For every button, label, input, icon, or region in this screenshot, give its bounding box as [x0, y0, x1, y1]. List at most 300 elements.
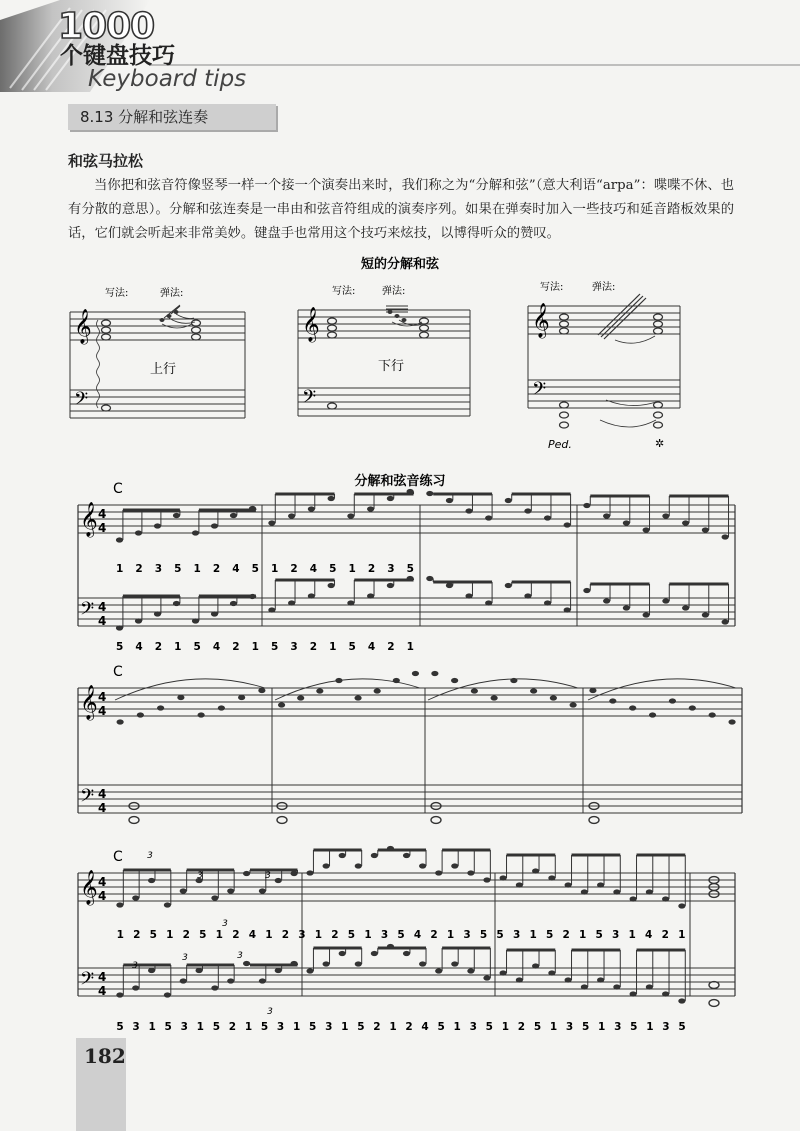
fingering-number: 2	[133, 929, 141, 941]
note	[465, 593, 472, 598]
note	[544, 600, 551, 605]
fingering-number: 3	[512, 929, 521, 941]
note	[347, 513, 354, 518]
note	[403, 853, 410, 858]
fingering-number: 5	[212, 1021, 221, 1033]
note	[288, 513, 295, 518]
note	[259, 978, 266, 983]
fingering-number: 2	[517, 1021, 526, 1033]
fingering-number: 5	[479, 929, 488, 941]
note	[230, 601, 237, 606]
fingering-number: 3	[180, 1021, 188, 1033]
fingering-number: 1	[329, 641, 337, 653]
fingering-number: 2	[228, 1021, 237, 1033]
triplet-mark: 3	[147, 851, 153, 861]
note	[471, 688, 478, 693]
fingering-number: 5	[533, 1021, 542, 1033]
fingering-number: 2	[387, 641, 395, 653]
bass-clef-icon: 𝄢	[302, 387, 317, 412]
body-paragraph: 当你把和弦音符像竖琴一样一个接一个演奏出来时，我们称之为“分解和弦”（意大利语“arpa”：喋喋不休、也有分散的意思）。分解和弦连奏是一串由和弦音符组成的演奏序列。如果在弹奏时加入一些技巧和延音踏板效果的话，它们就会听起来非常美妙。键盘手也常用这个技巧来炫技，以博得听众的赞叹。	[68, 178, 734, 241]
note	[728, 719, 735, 724]
section-title: 8.13 分解和弦连奏	[68, 104, 276, 130]
fingering-number: 5	[271, 641, 279, 653]
note	[211, 523, 218, 528]
note	[306, 968, 313, 973]
note	[195, 968, 202, 973]
written-label: 写法:	[540, 282, 564, 293]
time-signature: 4	[98, 787, 107, 801]
note	[483, 975, 490, 980]
fingering-number: 1	[244, 1021, 253, 1033]
note	[597, 977, 604, 982]
note	[148, 878, 155, 883]
note	[230, 513, 237, 518]
fingering-number: 1	[271, 563, 279, 575]
note	[164, 902, 171, 907]
note	[682, 605, 689, 610]
fingering-number: 1	[193, 563, 201, 575]
note	[243, 871, 250, 876]
note	[524, 593, 531, 598]
whole-note	[709, 1000, 719, 1007]
note	[485, 600, 492, 605]
fingering-number: 5	[251, 563, 259, 575]
time-signature: 4	[98, 801, 107, 815]
fingering-number: 5	[630, 1021, 638, 1033]
whole-note	[431, 817, 441, 824]
note	[238, 695, 245, 700]
fingering-number: 1	[341, 1021, 349, 1033]
note	[426, 576, 433, 581]
note	[135, 618, 142, 623]
bass-clef-icon: 𝄢	[532, 379, 547, 404]
note	[403, 951, 410, 956]
fingering-number: 3	[298, 929, 306, 941]
note	[180, 888, 187, 893]
note	[516, 882, 523, 887]
played-label: 弹法:	[382, 286, 406, 297]
note	[116, 537, 123, 542]
brand-title: 个键盘技巧	[60, 43, 175, 69]
fingering-number: 1	[116, 929, 124, 941]
fingering-number: 3	[565, 1021, 574, 1033]
treble-clef-icon: 𝄞	[80, 502, 98, 537]
note	[328, 583, 335, 588]
note	[603, 598, 610, 603]
note	[268, 607, 275, 612]
fingering-number: 5	[595, 929, 603, 941]
fingering-number: 1	[406, 641, 414, 653]
note	[702, 527, 709, 532]
whole-note	[589, 817, 599, 824]
fingering-number: 1	[314, 929, 323, 941]
fingering-number: 2	[373, 1021, 381, 1033]
fingering-number: 1	[453, 1021, 461, 1033]
fingering-number: 2	[309, 641, 318, 653]
fingering-number: 5	[347, 929, 356, 941]
note	[268, 520, 275, 525]
note	[722, 534, 729, 539]
exercise-row-3	[78, 846, 735, 1033]
note	[323, 863, 330, 868]
time-signature: 4	[98, 521, 107, 535]
note	[516, 977, 523, 982]
example-descending	[298, 284, 470, 416]
note	[548, 970, 555, 975]
note	[227, 888, 234, 893]
bass-clef-icon: 𝄢	[80, 599, 95, 624]
note	[678, 903, 685, 908]
fingering-number: 4	[212, 641, 221, 653]
fingering-number: 3	[325, 1021, 333, 1033]
note	[355, 961, 362, 966]
note	[530, 688, 537, 693]
fingering-number: 1	[148, 1021, 156, 1033]
fingering-number: 1	[166, 929, 174, 941]
time-signature: 4	[98, 600, 107, 614]
fingering-number: 1	[265, 929, 273, 941]
fingering-number: 2	[405, 1021, 413, 1033]
chord-symbol: C	[113, 849, 123, 865]
note	[249, 594, 256, 599]
fingering-number: 1	[348, 563, 356, 575]
fingering-number: 2	[135, 563, 143, 575]
note	[662, 513, 669, 518]
note	[446, 498, 453, 503]
fingering-number: 5	[348, 641, 356, 653]
fingering-number: 2	[281, 929, 290, 941]
fingering-number: 2	[232, 929, 240, 941]
note	[308, 593, 315, 598]
note	[211, 895, 218, 900]
note	[532, 963, 539, 968]
note	[339, 951, 346, 956]
note	[583, 588, 590, 593]
note	[116, 992, 123, 997]
fingering-number: 2	[430, 929, 438, 941]
note	[192, 618, 199, 623]
note	[419, 961, 426, 966]
note	[467, 870, 474, 875]
example-ascending	[70, 286, 245, 418]
fingering-number: 1	[446, 929, 455, 941]
note	[583, 503, 590, 508]
note	[157, 705, 164, 710]
note	[532, 868, 539, 873]
time-signature: 4	[98, 970, 107, 984]
fingering-number: 1	[174, 641, 182, 653]
fingering-number: 1	[628, 929, 636, 941]
fingering-number: 3	[612, 929, 620, 941]
note	[550, 695, 557, 700]
fingering-number: 3	[463, 929, 471, 941]
fingering-number: 5	[397, 929, 405, 941]
note	[387, 846, 394, 851]
note	[367, 593, 374, 598]
fingering-number: 4	[421, 1021, 429, 1033]
note	[451, 961, 458, 966]
triplet-mark: 3	[222, 919, 228, 929]
fingering-number: 5	[581, 1021, 590, 1033]
fingering-number: 5	[678, 1021, 686, 1033]
fingering-number: 5	[357, 1021, 365, 1033]
note	[347, 600, 354, 605]
note	[243, 961, 250, 966]
fingering-number: 5	[485, 1021, 493, 1033]
note	[132, 895, 139, 900]
note	[371, 853, 378, 858]
note	[297, 695, 304, 700]
fingering-number: 5	[149, 929, 157, 941]
note	[371, 951, 378, 956]
note	[323, 961, 330, 966]
fingering-number: 1	[364, 929, 372, 941]
bass-clef-icon: 𝄢	[80, 786, 95, 811]
fingering-number: 2	[562, 929, 570, 941]
note	[387, 944, 394, 949]
note	[682, 520, 689, 525]
note	[722, 619, 729, 624]
note	[407, 576, 414, 581]
note	[211, 985, 218, 990]
triplet-mark: 3	[182, 953, 188, 963]
note	[308, 506, 315, 511]
note	[702, 612, 709, 617]
note	[451, 678, 458, 683]
note	[116, 902, 123, 907]
note	[589, 688, 596, 693]
slur	[275, 679, 420, 700]
fingering-number: 2	[154, 641, 163, 653]
note	[275, 968, 282, 973]
note	[630, 896, 637, 901]
fingering-number: 3	[154, 563, 163, 575]
note	[116, 625, 123, 630]
exercise-row-2	[78, 664, 742, 823]
chord-symbol: C	[113, 481, 123, 497]
fingering-number: 4	[413, 929, 422, 941]
descending-label: 下行	[378, 359, 405, 374]
note	[500, 875, 507, 880]
fingering-number: 2	[212, 563, 221, 575]
note	[669, 698, 676, 703]
note	[565, 977, 572, 982]
figure1-title: 短的分解和弦	[360, 257, 440, 272]
note	[662, 991, 669, 996]
note	[446, 583, 453, 588]
fingering-number: 1	[549, 1021, 558, 1033]
fingering-number: 4	[135, 641, 143, 653]
fingering-number: 1	[251, 641, 259, 653]
note	[154, 611, 161, 616]
pedal-release-icon: ✲	[655, 437, 665, 450]
written-label: 写法:	[105, 288, 129, 299]
bass-clef-icon: 𝄢	[80, 969, 95, 994]
whole-note	[129, 817, 139, 824]
fingering-number: 3	[662, 1021, 670, 1033]
time-signature: 4	[98, 704, 107, 718]
fingering-number: 2	[661, 929, 669, 941]
note	[623, 520, 630, 525]
bass-clef-icon: 𝄢	[74, 389, 89, 414]
triplet-mark: 3	[265, 871, 271, 881]
fingering-number: 2	[331, 929, 339, 941]
note	[154, 523, 161, 528]
note	[412, 671, 419, 676]
fingering-number: 3	[469, 1021, 477, 1033]
note	[374, 688, 381, 693]
exercise-row-1	[78, 481, 735, 653]
fingering-number: 1	[196, 1021, 204, 1033]
fingering-number: 4	[248, 929, 257, 941]
fingering-number: 2	[367, 563, 376, 575]
triplet-mark: 3	[132, 961, 138, 971]
fingering-number: 3	[380, 929, 389, 941]
note	[258, 688, 265, 693]
fingering-number: 1	[579, 929, 587, 941]
treble-clef-icon: 𝄞	[74, 309, 92, 344]
note	[643, 527, 650, 532]
page-number: 182	[84, 1044, 126, 1068]
subheading: 和弦马拉松	[68, 152, 144, 170]
time-signature: 4	[98, 889, 107, 903]
note	[426, 491, 433, 496]
fingering-number: 2	[290, 563, 298, 575]
note	[662, 598, 669, 603]
note	[646, 889, 653, 894]
whole-note	[709, 982, 719, 989]
note	[435, 968, 442, 973]
time-signature: 4	[98, 614, 107, 628]
fingering-number: 5	[437, 1021, 445, 1033]
played-label: 弹法:	[160, 288, 184, 299]
fingering-number: 3	[387, 563, 395, 575]
note	[407, 489, 414, 494]
note	[613, 889, 620, 894]
note	[135, 530, 142, 535]
whole-note	[277, 817, 287, 824]
time-signature: 4	[98, 875, 107, 889]
pedal-mark: Ped.	[548, 438, 572, 451]
note	[316, 688, 323, 693]
note	[132, 985, 139, 990]
note	[465, 508, 472, 513]
note	[662, 896, 669, 901]
note	[505, 583, 512, 588]
note	[198, 712, 205, 717]
note	[435, 870, 442, 875]
note	[609, 698, 616, 703]
treble-clef-icon: 𝄞	[80, 870, 98, 905]
time-signature: 4	[98, 690, 107, 704]
fingering-number: 1	[529, 929, 537, 941]
brand-number: 1000	[58, 6, 155, 47]
note	[278, 702, 285, 707]
note	[544, 515, 551, 520]
note	[218, 705, 225, 710]
note	[288, 600, 295, 605]
figure2-title: 分解和弦音练习	[354, 474, 446, 489]
note	[177, 695, 184, 700]
fingering-number: 5	[329, 563, 337, 575]
fingering-number: 1	[678, 929, 686, 941]
note	[306, 870, 313, 875]
note	[597, 882, 604, 887]
fingering-number: 5	[116, 1021, 124, 1033]
note	[387, 496, 394, 501]
note	[581, 889, 588, 894]
note	[570, 702, 577, 707]
note	[173, 601, 180, 606]
note	[485, 515, 492, 520]
treble-clef-icon: 𝄞	[532, 303, 550, 338]
chord-symbol: C	[113, 664, 123, 680]
note	[564, 522, 571, 527]
note	[180, 978, 187, 983]
note	[678, 998, 685, 1003]
note	[259, 888, 266, 893]
treble-clef-icon: 𝄞	[80, 685, 98, 720]
note	[613, 984, 620, 989]
triplet-mark: 3	[197, 871, 203, 881]
note	[709, 712, 716, 717]
note	[564, 607, 571, 612]
note	[630, 991, 637, 996]
fingering-number: 2	[182, 929, 190, 941]
fingering-number: 5	[193, 641, 201, 653]
note	[629, 705, 636, 710]
note	[603, 513, 610, 518]
note	[565, 882, 572, 887]
note	[275, 878, 282, 883]
note	[505, 498, 512, 503]
note	[623, 605, 630, 610]
note	[646, 984, 653, 989]
fingering-number: 5	[260, 1021, 269, 1033]
note	[290, 871, 297, 876]
triplet-mark: 3	[267, 1007, 273, 1017]
triplet-mark: 3	[237, 951, 243, 961]
fingering-number: 5	[309, 1021, 317, 1033]
fingering-number: 3	[276, 1021, 285, 1033]
note	[643, 612, 650, 617]
note	[339, 853, 346, 858]
fingering-number: 5	[406, 563, 414, 575]
slur	[588, 679, 736, 700]
fingering-number: 1	[292, 1021, 301, 1033]
note	[431, 671, 438, 676]
fingering-number: 5	[116, 641, 124, 653]
fingering-number: 5	[545, 929, 554, 941]
note	[117, 719, 124, 724]
fingering-number: 4	[367, 641, 376, 653]
fingering-number: 4	[309, 563, 318, 575]
written-label: 写法:	[332, 286, 356, 297]
note	[419, 863, 426, 868]
fingering-number: 1	[501, 1021, 510, 1033]
played-label: 弹法:	[592, 282, 616, 293]
fingering-number: 2	[232, 641, 240, 653]
note	[137, 712, 144, 717]
note	[467, 968, 474, 973]
note	[148, 968, 155, 973]
fingering-number: 3	[614, 1021, 622, 1033]
fingering-number: 1	[646, 1021, 654, 1033]
fingering-number: 5	[496, 929, 504, 941]
note	[387, 583, 394, 588]
example-pedal	[528, 280, 680, 451]
note	[354, 695, 361, 700]
